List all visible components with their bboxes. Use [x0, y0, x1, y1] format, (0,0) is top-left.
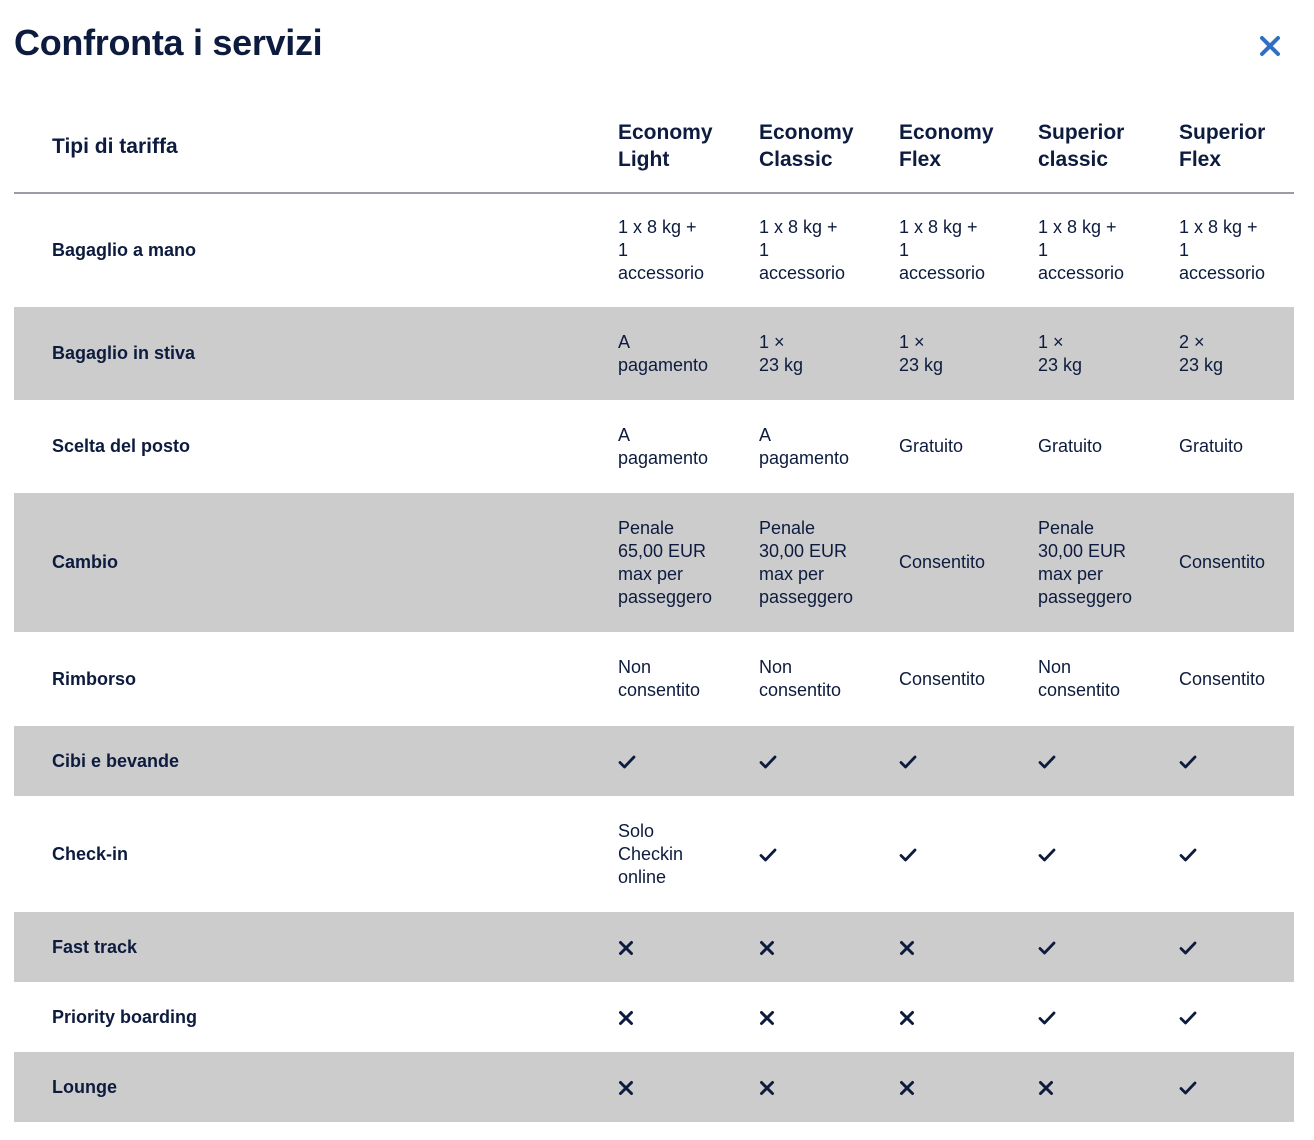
- table-cell: [899, 912, 1038, 982]
- check-icon: [1179, 848, 1197, 862]
- column-header: [899, 100, 1038, 193]
- column-header-label: Economy Classic: [759, 121, 854, 171]
- table-cell: [899, 796, 1038, 912]
- table-row: [14, 307, 1294, 400]
- close-button[interactable]: [1252, 28, 1288, 64]
- table-cell: [1179, 632, 1294, 726]
- cell-value: A pagamento: [618, 424, 709, 468]
- x-icon: [899, 1080, 915, 1096]
- table-cell: [1038, 1052, 1179, 1122]
- check-icon: [1179, 1081, 1197, 1095]
- row-label: Priority boarding: [52, 1006, 198, 1027]
- table-cell: [759, 726, 899, 796]
- cell-value: 1 × 23 kg: [1038, 331, 1083, 375]
- table-cell: [1038, 493, 1179, 632]
- column-header: [1179, 100, 1294, 193]
- table-cell: [899, 400, 1038, 493]
- x-icon: [899, 1010, 915, 1026]
- row-label: Fast track: [14, 912, 618, 982]
- cell-value: A pagamento: [618, 331, 709, 375]
- table-cell: [618, 1052, 759, 1122]
- table-cell: [899, 1052, 1038, 1122]
- cell-value: Consentito: [899, 552, 986, 572]
- table-cell: [618, 726, 759, 796]
- column-header-label: Superior Flex: [1179, 121, 1266, 171]
- table-cell: [759, 1052, 899, 1122]
- table-cell: [899, 726, 1038, 796]
- check-icon: [759, 755, 777, 769]
- check-icon: [1179, 755, 1197, 769]
- table-cell: [618, 632, 759, 726]
- table-header-row: [14, 100, 1294, 193]
- table-cell: [759, 493, 899, 632]
- table-cell: [618, 400, 759, 493]
- table-cell: [759, 912, 899, 982]
- table-cell: [1038, 400, 1179, 493]
- check-icon: [759, 848, 777, 862]
- cell-value: 1 x 8 kg + 1 accessorio: [618, 217, 705, 283]
- row-label: Cibi e bevande: [14, 726, 618, 796]
- cell-value: Solo Checkin online: [618, 820, 684, 887]
- table-row: [14, 726, 1294, 796]
- table-row: [14, 796, 1294, 912]
- x-icon: [618, 1080, 634, 1096]
- row-label: Lounge: [14, 1052, 618, 1122]
- table-cell: [618, 493, 759, 632]
- x-icon: [1038, 1080, 1054, 1096]
- cell-value: Non consentito: [618, 657, 701, 700]
- cell-value: Consentito: [899, 668, 986, 689]
- cell-value: 1 x 8 kg + 1 accessorio: [1179, 217, 1266, 283]
- table-cell: [1038, 726, 1179, 796]
- table-cell: [1179, 912, 1294, 982]
- cell-value: 1 x 8 kg + 1 accessorio: [759, 217, 846, 283]
- cell-value: Consentito: [1179, 668, 1266, 689]
- table-cell: [899, 982, 1038, 1052]
- table-cell: [899, 632, 1038, 726]
- table-cell: [618, 307, 759, 400]
- check-icon: [1038, 941, 1056, 955]
- cell-value: Consentito: [1179, 552, 1266, 572]
- table-row: [14, 400, 1294, 493]
- table-cell: [1038, 307, 1179, 400]
- table-cell: [1038, 912, 1179, 982]
- check-icon: [899, 755, 917, 769]
- table-row: [14, 493, 1294, 632]
- table-cell: [759, 193, 899, 307]
- check-icon: [899, 848, 917, 862]
- cell-value: 2 × 23 kg: [1179, 331, 1224, 375]
- table-cell: [1179, 1052, 1294, 1122]
- x-icon: [899, 940, 915, 956]
- cell-value: 1 × 23 kg: [759, 331, 804, 375]
- cell-value: Penale 65,00 EUR max per passeggero: [618, 517, 713, 607]
- check-icon: [1179, 1011, 1197, 1025]
- column-header: [759, 100, 899, 193]
- cell-value: Penale 30,00 EUR max per passeggero: [1038, 517, 1133, 607]
- close-icon: [1259, 35, 1281, 57]
- table-cell: [899, 493, 1038, 632]
- row-label: Check-in: [52, 843, 129, 864]
- cell-value: 1 × 23 kg: [899, 331, 944, 375]
- fare-types-header: Tipi di tariffa: [14, 100, 618, 193]
- cell-value: 1 x 8 kg + 1 accessorio: [1038, 217, 1125, 283]
- cell-value: Gratuito: [899, 436, 964, 456]
- row-label: Rimborso: [52, 668, 137, 689]
- x-icon: [618, 940, 634, 956]
- cell-value: A pagamento: [759, 424, 850, 468]
- x-icon: [759, 1080, 775, 1096]
- x-icon: [759, 940, 775, 956]
- row-label: Bagaglio a mano: [52, 240, 197, 260]
- row-label: Scelta del posto: [52, 436, 191, 456]
- table-row: [14, 982, 1294, 1052]
- table-cell: [759, 796, 899, 912]
- table-row: [14, 193, 1294, 307]
- column-header-label: Economy Flex: [899, 121, 994, 171]
- fare-comparison-table: [14, 100, 1294, 1122]
- table-cell: [1179, 193, 1294, 307]
- cell-value: Non consentito: [759, 657, 842, 700]
- row-label: Cambio: [14, 493, 618, 632]
- table-cell: [1179, 400, 1294, 493]
- x-icon: [759, 1010, 775, 1026]
- check-icon: [1038, 1011, 1056, 1025]
- table-cell: [1179, 307, 1294, 400]
- table-cell: [1179, 796, 1294, 912]
- table-row: [14, 632, 1294, 726]
- table-cell: [618, 982, 759, 1052]
- page-title: Confronta i servizi: [14, 22, 323, 63]
- table-cell: [1179, 982, 1294, 1052]
- table-cell: [899, 307, 1038, 400]
- cell-value: 1 x 8 kg + 1 accessorio: [899, 217, 986, 283]
- column-header-label: Superior classic: [1038, 121, 1125, 171]
- row-label: Bagaglio in stiva: [14, 307, 618, 400]
- column-header: [618, 100, 759, 193]
- cell-value: Penale 30,00 EUR max per passeggero: [759, 517, 854, 607]
- check-icon: [1038, 755, 1056, 769]
- table-cell: [1038, 632, 1179, 726]
- check-icon: [618, 755, 636, 769]
- table-cell: [759, 632, 899, 726]
- table-cell: [899, 193, 1038, 307]
- column-header: [1038, 100, 1179, 193]
- table-cell: [618, 796, 759, 912]
- table-row: [14, 912, 1294, 982]
- table-cell: [618, 193, 759, 307]
- cell-value: Gratuito: [1179, 436, 1244, 456]
- table-cell: [618, 912, 759, 982]
- table-cell: [1179, 493, 1294, 632]
- x-icon: [618, 1010, 634, 1026]
- table-row: [14, 1052, 1294, 1122]
- cell-value: Non consentito: [1038, 657, 1121, 700]
- check-icon: [1038, 848, 1056, 862]
- table-cell: [1038, 193, 1179, 307]
- table-cell: [1038, 982, 1179, 1052]
- column-header-label: Economy Light: [618, 121, 713, 171]
- check-icon: [1179, 941, 1197, 955]
- table-cell: [759, 400, 899, 493]
- table-cell: [1179, 726, 1294, 796]
- table-cell: [1038, 796, 1179, 912]
- cell-value: Gratuito: [1038, 436, 1103, 456]
- table-cell: [759, 982, 899, 1052]
- table-cell: [759, 307, 899, 400]
